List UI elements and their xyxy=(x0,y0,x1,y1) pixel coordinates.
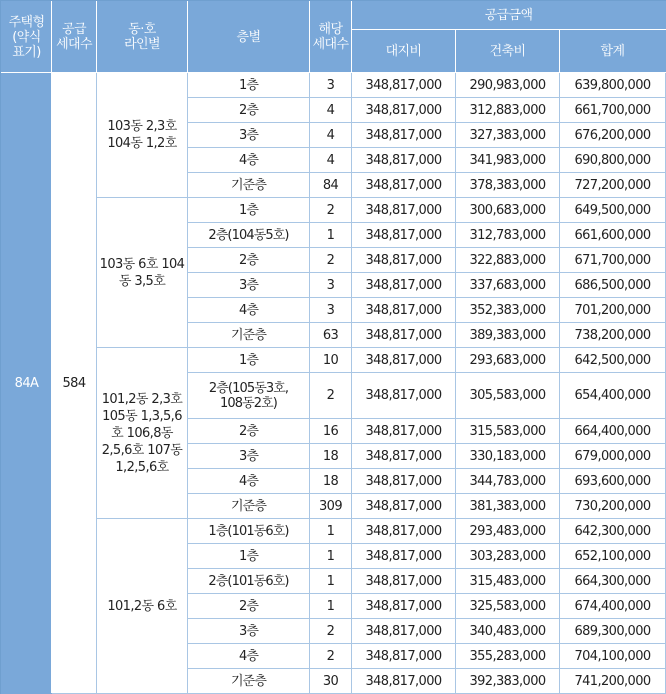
total-cell: 652,100,000 xyxy=(560,544,666,569)
dong-line-cell: 103동 6호 104동 3,5호 xyxy=(97,198,188,348)
land-cost-cell: 348,817,000 xyxy=(352,223,456,248)
units-cell: 18 xyxy=(310,469,352,494)
floor-cell: 2층(104동5호) xyxy=(188,223,310,248)
land-cost-cell: 348,817,000 xyxy=(352,594,456,619)
building-cost-cell: 303,283,000 xyxy=(456,544,560,569)
units-cell: 3 xyxy=(310,298,352,323)
land-cost-cell: 348,817,000 xyxy=(352,98,456,123)
floor-cell: 2층 xyxy=(188,98,310,123)
table-body xyxy=(2,73,666,694)
total-cell: 704,100,000 xyxy=(560,644,666,669)
units-cell: 1 xyxy=(310,594,352,619)
table-row xyxy=(2,73,666,98)
floor-cell: 기준층 xyxy=(188,173,310,198)
land-cost-cell: 348,817,000 xyxy=(352,544,456,569)
total-cell: 693,600,000 xyxy=(560,469,666,494)
land-cost-cell: 348,817,000 xyxy=(352,494,456,519)
building-cost-cell: 389,383,000 xyxy=(456,323,560,348)
total-cell: 701,200,000 xyxy=(560,298,666,323)
total-cell: 654,400,000 xyxy=(560,373,666,419)
table-header xyxy=(2,2,666,73)
building-cost-cell: 315,483,000 xyxy=(456,569,560,594)
header-dong-line: 동·호 라인별 xyxy=(97,2,188,73)
total-cell: 642,300,000 xyxy=(560,519,666,544)
dong-line-cell: 101,2동 2,3호 105동 1,3,5,6호 106,8동 2,5,6호 107동 1,2,5,6호 xyxy=(97,348,188,519)
header-supply-units: 공급 세대수 xyxy=(52,2,97,73)
floor-cell: 4층 xyxy=(188,148,310,173)
total-cell: 642,500,000 xyxy=(560,348,666,373)
units-cell: 2 xyxy=(310,248,352,273)
total-cell: 661,700,000 xyxy=(560,98,666,123)
building-cost-cell: 290,983,000 xyxy=(456,73,560,98)
floor-cell: 2층(105동3호, 108동2호) xyxy=(188,373,310,419)
building-cost-cell: 340,483,000 xyxy=(456,619,560,644)
building-cost-cell: 322,883,000 xyxy=(456,248,560,273)
building-cost-cell: 325,583,000 xyxy=(456,594,560,619)
units-cell: 4 xyxy=(310,98,352,123)
land-cost-cell: 348,817,000 xyxy=(352,373,456,419)
total-cell: 674,400,000 xyxy=(560,594,666,619)
building-cost-cell: 305,583,000 xyxy=(456,373,560,419)
floor-cell: 2층 xyxy=(188,594,310,619)
land-cost-cell: 348,817,000 xyxy=(352,444,456,469)
building-cost-cell: 293,683,000 xyxy=(456,348,560,373)
floor-cell: 1층(101동6호) xyxy=(188,519,310,544)
units-cell: 2 xyxy=(310,373,352,419)
units-cell: 2 xyxy=(310,619,352,644)
land-cost-cell: 348,817,000 xyxy=(352,644,456,669)
floor-cell: 기준층 xyxy=(188,494,310,519)
floor-cell: 1층 xyxy=(188,348,310,373)
land-cost-cell: 348,817,000 xyxy=(352,619,456,644)
units-cell: 2 xyxy=(310,644,352,669)
land-cost-cell: 348,817,000 xyxy=(352,348,456,373)
units-cell: 10 xyxy=(310,348,352,373)
units-cell: 4 xyxy=(310,148,352,173)
units-cell: 3 xyxy=(310,73,352,98)
land-cost-cell: 348,817,000 xyxy=(352,148,456,173)
land-cost-cell: 348,817,000 xyxy=(352,519,456,544)
supply-price-table xyxy=(1,1,666,694)
land-cost-cell: 348,817,000 xyxy=(352,123,456,148)
total-cell: 689,300,000 xyxy=(560,619,666,644)
table-row xyxy=(2,198,666,223)
total-cell: 664,300,000 xyxy=(560,569,666,594)
total-cell: 727,200,000 xyxy=(560,173,666,198)
building-cost-cell: 392,383,000 xyxy=(456,669,560,694)
table-row xyxy=(2,348,666,373)
total-cell: 730,200,000 xyxy=(560,494,666,519)
building-cost-cell: 341,983,000 xyxy=(456,148,560,173)
building-cost-cell: 312,783,000 xyxy=(456,223,560,248)
floor-cell: 기준층 xyxy=(188,669,310,694)
land-cost-cell: 348,817,000 xyxy=(352,419,456,444)
floor-cell: 기준층 xyxy=(188,323,310,348)
units-cell: 16 xyxy=(310,419,352,444)
land-cost-cell: 348,817,000 xyxy=(352,469,456,494)
total-cell: 671,700,000 xyxy=(560,248,666,273)
land-cost-cell: 348,817,000 xyxy=(352,298,456,323)
units-cell: 4 xyxy=(310,123,352,148)
units-cell: 30 xyxy=(310,669,352,694)
table-row xyxy=(2,519,666,544)
floor-cell: 4층 xyxy=(188,644,310,669)
building-cost-cell: 344,783,000 xyxy=(456,469,560,494)
building-cost-cell: 355,283,000 xyxy=(456,644,560,669)
building-cost-cell: 315,583,000 xyxy=(456,419,560,444)
total-cell: 676,200,000 xyxy=(560,123,666,148)
land-cost-cell: 348,817,000 xyxy=(352,173,456,198)
land-cost-cell: 348,817,000 xyxy=(352,569,456,594)
land-cost-cell: 348,817,000 xyxy=(352,73,456,98)
land-cost-cell: 348,817,000 xyxy=(352,198,456,223)
units-cell: 309 xyxy=(310,494,352,519)
floor-cell: 4층 xyxy=(188,298,310,323)
building-cost-cell: 337,683,000 xyxy=(456,273,560,298)
total-cell: 690,800,000 xyxy=(560,148,666,173)
total-cell: 679,000,000 xyxy=(560,444,666,469)
land-cost-cell: 348,817,000 xyxy=(352,669,456,694)
header-floor: 층별 xyxy=(188,2,310,73)
building-cost-cell: 330,183,000 xyxy=(456,444,560,469)
building-cost-cell: 312,883,000 xyxy=(456,98,560,123)
header-total: 합계 xyxy=(560,30,666,73)
header-applicable-units: 해당 세대수 xyxy=(310,2,352,73)
units-cell: 1 xyxy=(310,569,352,594)
building-cost-cell: 327,383,000 xyxy=(456,123,560,148)
floor-cell: 3층 xyxy=(188,123,310,148)
building-cost-cell: 378,383,000 xyxy=(456,173,560,198)
floor-cell: 1층 xyxy=(188,544,310,569)
supply-units-cell: 584 xyxy=(52,73,97,694)
units-cell: 63 xyxy=(310,323,352,348)
total-cell: 686,500,000 xyxy=(560,273,666,298)
land-cost-cell: 348,817,000 xyxy=(352,323,456,348)
floor-cell: 2층 xyxy=(188,248,310,273)
units-cell: 84 xyxy=(310,173,352,198)
floor-cell: 4층 xyxy=(188,469,310,494)
building-cost-cell: 293,483,000 xyxy=(456,519,560,544)
total-cell: 738,200,000 xyxy=(560,323,666,348)
units-cell: 2 xyxy=(310,198,352,223)
floor-cell: 2층 xyxy=(188,419,310,444)
total-cell: 639,800,000 xyxy=(560,73,666,98)
floor-cell: 3층 xyxy=(188,619,310,644)
total-cell: 664,400,000 xyxy=(560,419,666,444)
land-cost-cell: 348,817,000 xyxy=(352,273,456,298)
floor-cell: 3층 xyxy=(188,273,310,298)
house-type-cell: 84A xyxy=(2,73,52,694)
land-cost-cell: 348,817,000 xyxy=(352,248,456,273)
header-land-cost: 대지비 xyxy=(352,30,456,73)
header-supply-amount: 공급금액 xyxy=(352,2,666,30)
dong-line-cell: 103동 2,3호 104동 1,2호 xyxy=(97,73,188,198)
floor-cell: 1층 xyxy=(188,73,310,98)
total-cell: 741,200,000 xyxy=(560,669,666,694)
floor-cell: 1층 xyxy=(188,198,310,223)
units-cell: 1 xyxy=(310,223,352,248)
total-cell: 649,500,000 xyxy=(560,198,666,223)
building-cost-cell: 300,683,000 xyxy=(456,198,560,223)
units-cell: 1 xyxy=(310,519,352,544)
total-cell: 661,600,000 xyxy=(560,223,666,248)
building-cost-cell: 352,383,000 xyxy=(456,298,560,323)
units-cell: 1 xyxy=(310,544,352,569)
building-cost-cell: 381,383,000 xyxy=(456,494,560,519)
header-house-type: 주택형 (약식 표기) xyxy=(2,2,52,73)
floor-cell: 3층 xyxy=(188,444,310,469)
units-cell: 18 xyxy=(310,444,352,469)
header-building-cost: 건축비 xyxy=(456,30,560,73)
floor-cell: 2층(101동6호) xyxy=(188,569,310,594)
units-cell: 3 xyxy=(310,273,352,298)
dong-line-cell: 101,2동 6호 xyxy=(97,519,188,694)
